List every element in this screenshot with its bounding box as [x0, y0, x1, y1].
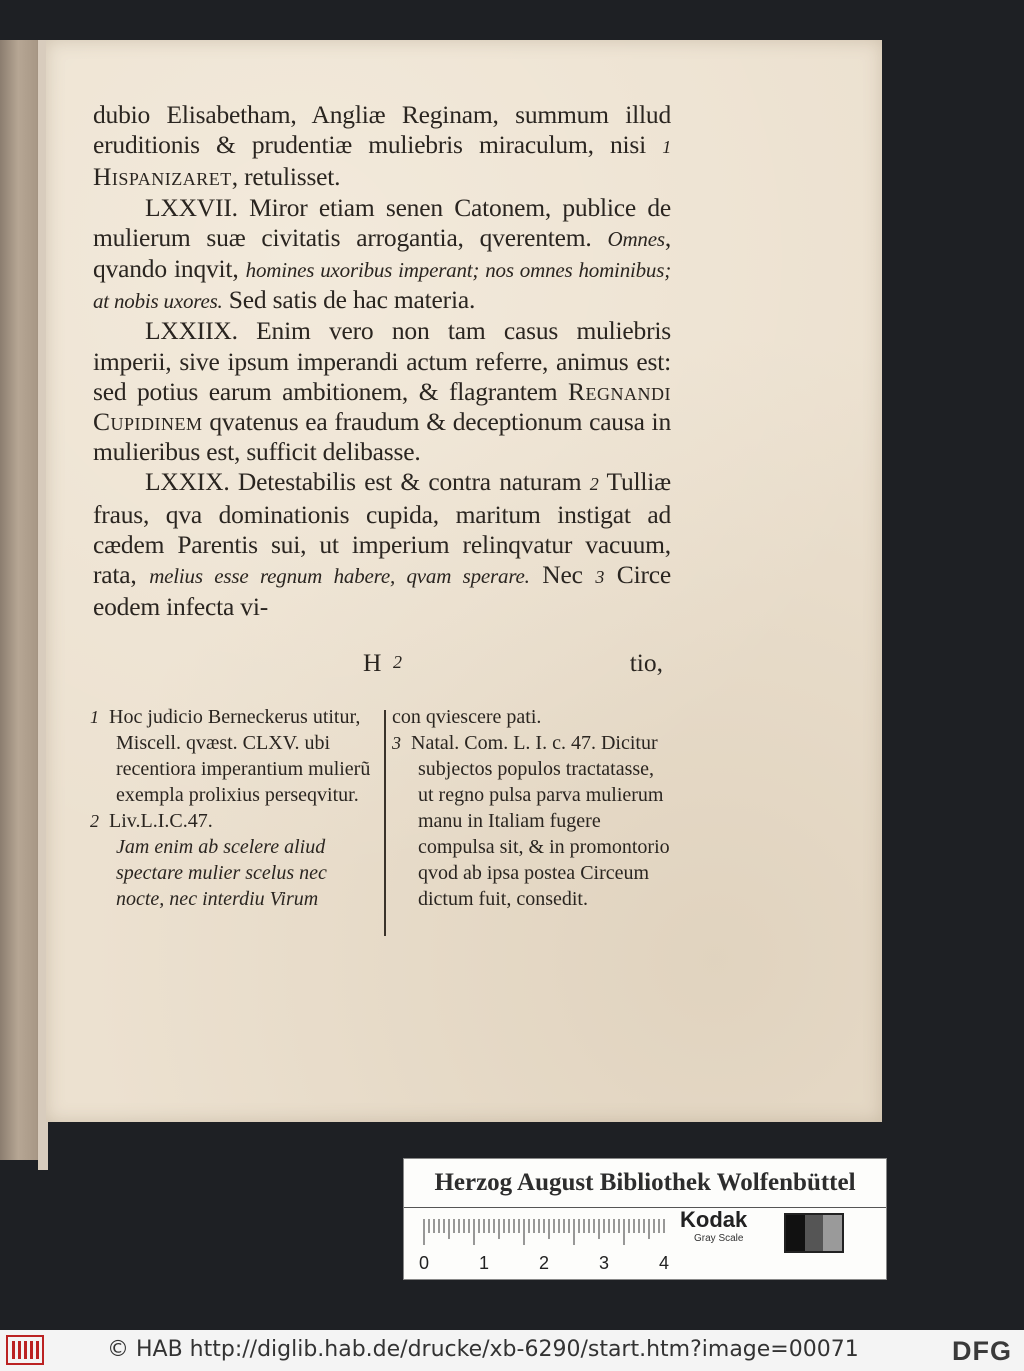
label-divider — [404, 1207, 886, 1208]
text-run: Hispanizaret — [93, 162, 232, 192]
text-run: melius esse regnum habere, qvam sperare. — [149, 564, 530, 589]
footnote-text: Jam enim ab scelere aliud spectare mulier scelus nec nocte, nec interdiu Virum — [116, 836, 327, 910]
signature-line — [93, 648, 671, 678]
paragraph-p3 — [93, 316, 671, 467]
gray-swatch — [823, 1215, 842, 1251]
ruler-number: 4 — [658, 1253, 670, 1273]
text-run: Sed satis de hac materia. — [222, 285, 476, 315]
footnote — [392, 730, 674, 912]
text-run: homines uxoribus imperant; nos omnes hominibus; at nobis uxores. — [93, 258, 671, 314]
footnotes-left — [90, 704, 380, 912]
text-run: , qvando inqvit, — [93, 222, 671, 284]
footnote-number: 1 — [90, 707, 99, 727]
paragraph-p4 — [93, 467, 671, 622]
text-run: Regnandi Cupidinem — [93, 376, 671, 437]
footnote-text: con qviescere pati. — [392, 706, 542, 728]
footnote-marker: 2 — [589, 474, 599, 495]
footnote-number: 2 — [90, 811, 99, 831]
gray-scale-label: Gray Scale — [694, 1233, 744, 1244]
catchword: tio, — [629, 648, 663, 677]
text-run: Nec — [529, 560, 596, 590]
text-run: Omnes — [607, 226, 665, 251]
footnote-text: Liv.L.I.C.47. — [109, 810, 213, 832]
kodak-logo: Kodak — [680, 1207, 748, 1232]
footnote-text: Hoc judicio Berneckerus utitur, Miscell. qvæst. CLXV. ubi recentiora imperantium mulierũ exempla prolixius perseqvitur. — [109, 706, 371, 806]
text-run: , retulisset. — [231, 162, 341, 192]
footnote-marker: 1 — [662, 137, 671, 158]
ruler-number: 0 — [418, 1253, 430, 1273]
paragraph-p1 — [93, 100, 671, 193]
signature-mark: H — [363, 648, 382, 677]
text-run: LXXIIX. Enim vero non tam casus muliebris imperii, sive ipsum imperandi actum referre, animus est: sed potius earum ambitionem, & flagrantem — [93, 316, 671, 406]
footnote — [90, 834, 380, 912]
ruler-number: 2 — [538, 1253, 550, 1273]
footnote-divider — [384, 710, 386, 936]
footnote-marker: 3 — [595, 567, 605, 588]
footnote — [392, 704, 674, 730]
text-run: LXXIX. Detestabilis est & contra naturam — [145, 467, 590, 497]
footnote — [90, 808, 380, 834]
text-run: Circe eodem infecta vi- — [93, 560, 671, 622]
footnote — [90, 704, 380, 808]
text-run: dubio Elisabetham, Angliæ Reginam, summum illud eruditionis & prudentiæ muliebris miraculum, nisi — [93, 100, 671, 160]
ruler-number: 1 — [478, 1253, 490, 1273]
paragraph-p2 — [93, 193, 671, 317]
footnote-text: Natal. Com. L. I. c. 47. Dicitur subjectos populos tractatasse, ut regno pulsa parva mulierum manu in Italiam fugere compulsa sit, & in promontorio qvod ab ipsa postea Circeum dictum fuit, consedit. — [411, 732, 670, 910]
gray-scale-swatches — [784, 1213, 844, 1253]
text-run: Tulliæ fraus, qva dominationis cupida, maritum instigat ad cædem Parentis sui, ut imperium relinqvatur vacuum, rata, — [93, 467, 671, 590]
text-run: qvatenus ea fraudum & deceptionum causa in mulieribus est, sufficit delibasse. — [93, 407, 671, 467]
gray-swatch — [805, 1215, 824, 1251]
copyright-url[interactable]: © HAB http://diglib.hab.de/drucke/xb-6290/start.htm?image=00071 — [107, 1337, 859, 1362]
body-text — [93, 100, 671, 622]
library-title: Herzog August Bibliothek Wolfenbüttel — [434, 1169, 856, 1196]
footer-bar — [0, 1330, 1024, 1371]
dfg-logo: DFG — [952, 1336, 1012, 1366]
hab-logo-icon — [6, 1335, 44, 1365]
text-run: LXXVII. Miror etiam senen Catonem, publice de mulierum suæ civitatis arrogantia, qverentem. — [93, 192, 671, 252]
signature-number: 2 — [393, 652, 402, 672]
ruler-number: 3 — [598, 1253, 610, 1273]
footnote-number: 3 — [392, 733, 401, 753]
gray-swatch — [786, 1215, 805, 1251]
scale-ruler — [420, 1219, 670, 1279]
footnotes-right — [392, 704, 674, 912]
library-label — [403, 1158, 887, 1280]
